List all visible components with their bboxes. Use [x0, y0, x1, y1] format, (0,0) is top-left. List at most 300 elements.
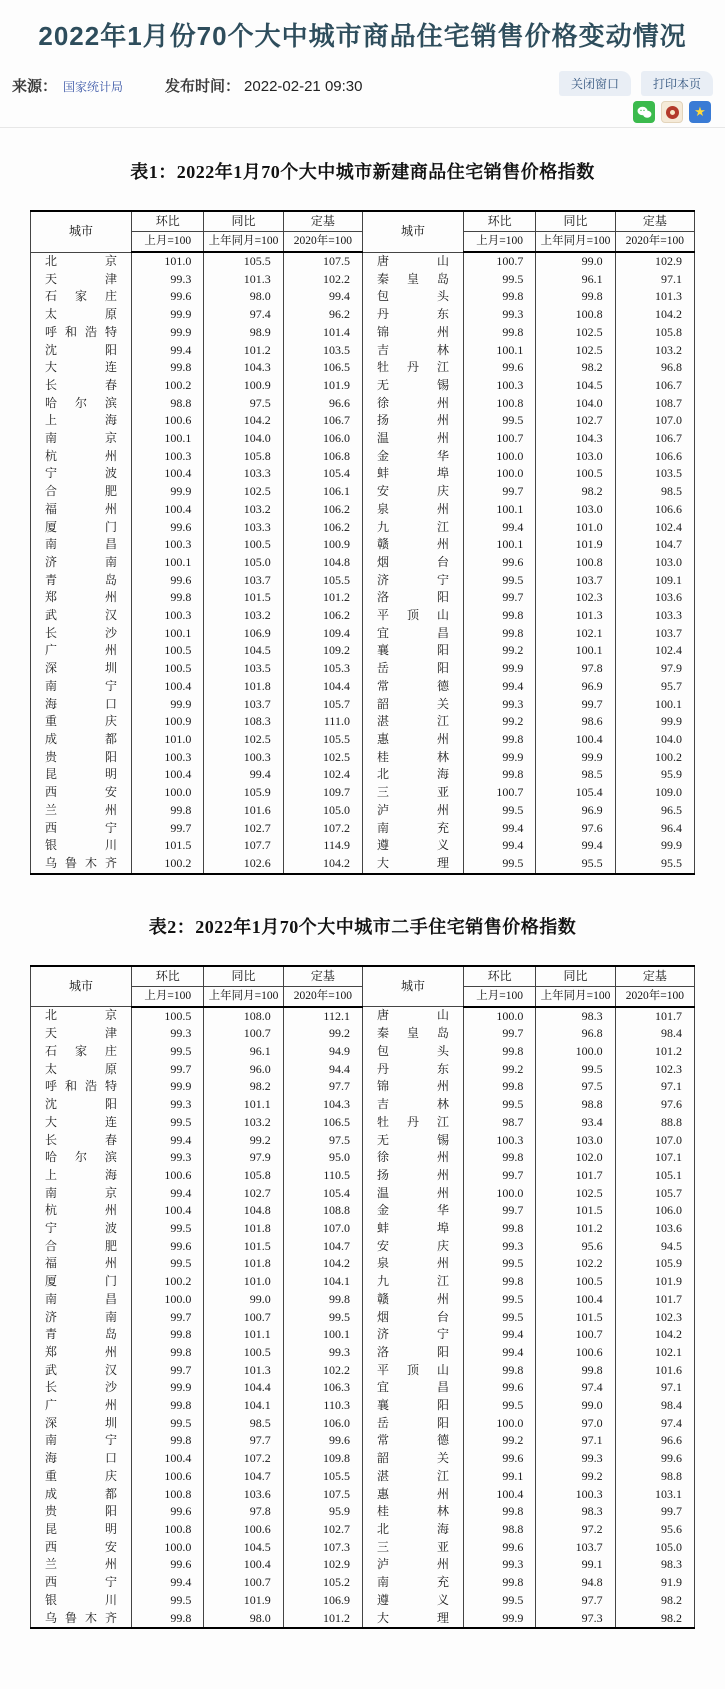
index-value-cell: 102.1: [615, 1344, 694, 1362]
table-row: [31, 430, 695, 448]
index-value-cell: 96.1: [536, 271, 615, 289]
index-value-cell: 104.3: [204, 359, 283, 377]
index-value-cell: 96.6: [615, 1432, 694, 1450]
index-value-cell: 103.0: [536, 501, 615, 519]
index-value-cell: 99.8: [463, 1362, 535, 1380]
table-row: [31, 1521, 695, 1539]
index-value-cell: 98.2: [536, 483, 615, 501]
table2-title: 表2：2022年1月70个大中城市二手住宅销售价格指数: [148, 916, 577, 937]
index-value-cell: 99.5: [463, 802, 535, 820]
index-value-cell: 102.9: [615, 252, 694, 271]
table-row: [31, 342, 695, 360]
city-cell: 锦州: [362, 324, 463, 342]
table-row: [31, 1078, 695, 1096]
city-cell: 重庆: [31, 713, 132, 731]
index-value-cell: 103.5: [204, 660, 283, 678]
table-row: [31, 1096, 695, 1114]
index-value-cell: 99.3: [132, 1096, 204, 1114]
index-value-cell: 105.8: [615, 324, 694, 342]
index-value-cell: 97.9: [615, 660, 694, 678]
city-cell: 岳阳: [362, 660, 463, 678]
index-value-cell: 101.1: [204, 1326, 283, 1344]
index-value-cell: 98.8: [463, 1521, 535, 1539]
index-value-cell: 100.3: [132, 607, 204, 625]
close-window-button[interactable]: 关闭窗口: [559, 71, 631, 96]
index-value-cell: 102.4: [283, 766, 362, 784]
index-value-cell: 104.3: [283, 1096, 362, 1114]
index-value-cell: 99.8: [536, 288, 615, 306]
city-cell: 深圳: [31, 1415, 132, 1433]
index-value-cell: 100.1: [615, 696, 694, 714]
index-value-cell: 103.2: [204, 1114, 283, 1132]
index-value-cell: 100.5: [132, 660, 204, 678]
index-value-cell: 105.9: [204, 784, 283, 802]
index-value-cell: 105.8: [204, 1167, 283, 1185]
index-value-cell: 98.0: [204, 1610, 283, 1629]
city-cell: 泸州: [362, 802, 463, 820]
index-value-cell: 105.7: [283, 696, 362, 714]
city-cell: 石家庄: [31, 288, 132, 306]
city-cell: 乌鲁木齐: [31, 855, 132, 874]
table-row: [31, 731, 695, 749]
index-value-cell: 97.6: [536, 820, 615, 838]
table-row: [31, 1344, 695, 1362]
index-value-cell: 97.4: [536, 1379, 615, 1397]
index-value-cell: 95.9: [615, 766, 694, 784]
index-value-cell: 96.8: [615, 359, 694, 377]
table-row: [31, 1043, 695, 1061]
table-row: [31, 1061, 695, 1079]
city-cell: 韶关: [362, 696, 463, 714]
meta-row: [10, 69, 715, 127]
index-value-cell: 102.7: [283, 1521, 362, 1539]
index-value-cell: 100.3: [204, 749, 283, 767]
city-cell: 青岛: [31, 572, 132, 590]
city-cell: 杭州: [31, 448, 132, 466]
city-cell: 福州: [31, 501, 132, 519]
table-row: [31, 642, 695, 660]
index-value-cell: 100.1: [132, 625, 204, 643]
index-value-cell: 99.5: [463, 271, 535, 289]
index-value-cell: 102.2: [536, 1255, 615, 1273]
table-row: [31, 501, 695, 519]
index-value-cell: 97.0: [536, 1415, 615, 1433]
city-cell: 烟台: [362, 554, 463, 572]
index-value-cell: 99.9: [463, 749, 535, 767]
column-subheader-yoy-base: 上年同月=100: [536, 986, 615, 1007]
index-value-cell: 105.5: [283, 1468, 362, 1486]
index-value-cell: 99.6: [132, 572, 204, 590]
city-cell: 惠州: [362, 731, 463, 749]
index-value-cell: 99.6: [463, 1539, 535, 1557]
index-value-cell: 107.3: [283, 1539, 362, 1557]
city-cell: 南京: [31, 430, 132, 448]
index-value-cell: 99.5: [536, 1061, 615, 1079]
share-icons: [633, 101, 713, 123]
city-cell: 西安: [31, 1539, 132, 1557]
table-row: [31, 1291, 695, 1309]
index-value-cell: 103.5: [615, 465, 694, 483]
table-row: [31, 1397, 695, 1415]
index-value-cell: 101.0: [132, 731, 204, 749]
city-cell: 包头: [362, 1043, 463, 1061]
index-value-cell: 100.8: [463, 395, 535, 413]
index-value-cell: 105.4: [536, 784, 615, 802]
column-subheader-mom-base: 上月=100: [132, 986, 204, 1007]
index-value-cell: 107.0: [615, 412, 694, 430]
table-row: [31, 1132, 695, 1150]
index-value-cell: 100.4: [132, 1450, 204, 1468]
index-value-cell: 100.3: [463, 1132, 535, 1150]
index-value-cell: 105.0: [615, 1539, 694, 1557]
index-value-cell: 88.8: [615, 1114, 694, 1132]
index-value-cell: 100.6: [132, 1468, 204, 1486]
index-value-cell: 104.1: [204, 1397, 283, 1415]
index-value-cell: 94.4: [283, 1061, 362, 1079]
city-cell: 济南: [31, 1309, 132, 1327]
city-cell: 徐州: [362, 1149, 463, 1167]
index-value-cell: 99.6: [463, 359, 535, 377]
index-value-cell: 110.5: [283, 1167, 362, 1185]
index-value-cell: 105.4: [283, 1185, 362, 1203]
index-value-cell: 100.4: [132, 678, 204, 696]
index-value-cell: 102.5: [536, 1185, 615, 1203]
index-value-cell: 99.2: [463, 1432, 535, 1450]
index-value-cell: 99.8: [132, 802, 204, 820]
table-row: [31, 855, 695, 874]
index-value-cell: 106.1: [283, 483, 362, 501]
city-cell: 南宁: [31, 678, 132, 696]
index-value-cell: 98.0: [204, 288, 283, 306]
index-value-cell: 99.7: [615, 1503, 694, 1521]
index-value-cell: 102.5: [536, 324, 615, 342]
city-cell: 金华: [362, 448, 463, 466]
index-value-cell: 99.8: [132, 589, 204, 607]
index-value-cell: 105.2: [283, 1574, 362, 1592]
index-value-cell: 97.7: [536, 1592, 615, 1610]
index-value-cell: 103.6: [615, 1220, 694, 1238]
index-value-cell: 97.1: [615, 1078, 694, 1096]
index-value-cell: 101.9: [536, 536, 615, 554]
city-cell: 襄阳: [362, 1397, 463, 1415]
index-value-cell: 99.6: [132, 1556, 204, 1574]
index-value-cell: 99.8: [463, 288, 535, 306]
index-value-cell: 101.2: [283, 1610, 362, 1629]
city-cell: 长春: [31, 377, 132, 395]
index-value-cell: 103.7: [615, 625, 694, 643]
city-cell: 长春: [31, 1132, 132, 1150]
index-value-cell: 99.9: [132, 696, 204, 714]
city-cell: 温州: [362, 430, 463, 448]
index-value-cell: 100.2: [132, 377, 204, 395]
index-value-cell: 104.5: [204, 642, 283, 660]
city-cell: 秦皇岛: [362, 271, 463, 289]
column-subheader-yoy-base: 上年同月=100: [536, 232, 615, 253]
column-header-base: 定基: [615, 211, 694, 232]
city-cell: 大理: [362, 855, 463, 874]
index-value-cell: 108.0: [204, 1007, 283, 1026]
city-cell: 长沙: [31, 1379, 132, 1397]
table-row: [31, 1556, 695, 1574]
index-value-cell: 104.7: [204, 1468, 283, 1486]
index-value-cell: 98.6: [536, 713, 615, 731]
index-value-cell: 95.9: [283, 1503, 362, 1521]
index-value-cell: 106.9: [283, 1592, 362, 1610]
index-value-cell: 99.0: [204, 1291, 283, 1309]
index-value-cell: 100.6: [204, 1521, 283, 1539]
index-value-cell: 102.5: [283, 749, 362, 767]
city-cell: 宜昌: [362, 625, 463, 643]
meta-left: [12, 71, 362, 96]
city-cell: 合肥: [31, 483, 132, 501]
table-row: [31, 483, 695, 501]
city-cell: 秦皇岛: [362, 1025, 463, 1043]
index-value-cell: 100.8: [536, 554, 615, 572]
city-cell: 济宁: [362, 1326, 463, 1344]
city-cell: 湛江: [362, 1468, 463, 1486]
index-value-cell: 112.1: [283, 1007, 362, 1026]
city-cell: 牡丹江: [362, 359, 463, 377]
index-value-cell: 114.9: [283, 837, 362, 855]
index-value-cell: 103.7: [536, 572, 615, 590]
index-value-cell: 102.3: [536, 589, 615, 607]
city-cell: 南充: [362, 1574, 463, 1592]
city-cell: 海口: [31, 696, 132, 714]
index-value-cell: 111.0: [283, 713, 362, 731]
city-cell: 青岛: [31, 1326, 132, 1344]
column-subheader-fixed-base: 2020年=100: [615, 986, 694, 1007]
column-header-mom: 环比: [463, 966, 535, 987]
city-cell: 长沙: [31, 625, 132, 643]
index-value-cell: 100.1: [463, 536, 535, 554]
city-cell: 福州: [31, 1255, 132, 1273]
index-value-cell: 100.1: [536, 642, 615, 660]
index-value-cell: 99.5: [283, 1309, 362, 1327]
table-row: [31, 749, 695, 767]
index-value-cell: 99.4: [132, 1574, 204, 1592]
city-cell: 平顶山: [362, 607, 463, 625]
index-value-cell: 106.2: [283, 501, 362, 519]
table-row: [31, 766, 695, 784]
index-value-cell: 104.0: [536, 395, 615, 413]
city-cell: 南充: [362, 820, 463, 838]
city-cell: 银川: [31, 1592, 132, 1610]
index-value-cell: 99.9: [463, 660, 535, 678]
index-value-cell: 105.3: [283, 660, 362, 678]
index-value-cell: 101.1: [204, 1096, 283, 1114]
table1-body: [31, 252, 695, 874]
index-value-cell: 105.7: [615, 1185, 694, 1203]
index-value-cell: 101.2: [204, 342, 283, 360]
index-value-cell: 99.7: [536, 696, 615, 714]
index-value-cell: 99.4: [463, 820, 535, 838]
city-cell: 桂林: [362, 1503, 463, 1521]
index-value-cell: 99.8: [132, 1432, 204, 1450]
index-value-cell: 100.4: [204, 1556, 283, 1574]
index-value-cell: 100.4: [132, 766, 204, 784]
table-row: [31, 1450, 695, 1468]
city-cell: 广州: [31, 642, 132, 660]
index-value-cell: 95.6: [615, 1521, 694, 1539]
table-row: [31, 1610, 695, 1629]
table-row: [31, 1007, 695, 1026]
city-cell: 丹东: [362, 1061, 463, 1079]
index-value-cell: 100.0: [132, 1291, 204, 1309]
index-value-cell: 100.8: [536, 306, 615, 324]
page-header: [0, 0, 725, 128]
index-value-cell: 98.5: [204, 1415, 283, 1433]
index-value-cell: 95.5: [536, 855, 615, 874]
index-value-cell: 99.6: [132, 1503, 204, 1521]
index-value-cell: 106.6: [615, 448, 694, 466]
city-cell: 西宁: [31, 820, 132, 838]
index-value-cell: 106.8: [283, 448, 362, 466]
index-value-cell: 100.6: [132, 412, 204, 430]
city-cell: 宜昌: [362, 1379, 463, 1397]
index-value-cell: 99.5: [463, 412, 535, 430]
city-cell: 杭州: [31, 1202, 132, 1220]
index-value-cell: 104.2: [615, 306, 694, 324]
index-value-cell: 108.8: [283, 1202, 362, 1220]
index-value-cell: 102.2: [283, 271, 362, 289]
index-value-cell: 99.0: [536, 252, 615, 271]
index-value-cell: 105.5: [204, 252, 283, 271]
index-value-cell: 99.2: [463, 713, 535, 731]
index-value-cell: 103.3: [204, 519, 283, 537]
index-value-cell: 99.4: [463, 678, 535, 696]
index-value-cell: 99.5: [132, 1220, 204, 1238]
index-value-cell: 100.8: [132, 1521, 204, 1539]
index-value-cell: 99.2: [463, 642, 535, 660]
wechat-share-icon[interactable]: [633, 101, 655, 123]
column-header-city: 城市: [362, 966, 463, 1007]
index-value-cell: 99.6: [463, 1379, 535, 1397]
city-cell: 深圳: [31, 660, 132, 678]
source-link[interactable]: 国家统计局: [63, 80, 124, 94]
index-value-cell: 99.5: [463, 1291, 535, 1309]
column-subheader-fixed-base: 2020年=100: [283, 232, 362, 253]
index-value-cell: 101.7: [536, 1167, 615, 1185]
qzone-share-icon[interactable]: ★: [689, 101, 711, 123]
index-value-cell: 96.4: [615, 820, 694, 838]
table-row: [31, 395, 695, 413]
table-row: [31, 572, 695, 590]
index-value-cell: 99.0: [536, 1397, 615, 1415]
city-cell: 兰州: [31, 1556, 132, 1574]
index-value-cell: 94.5: [615, 1238, 694, 1256]
index-value-cell: 99.3: [132, 271, 204, 289]
print-page-button[interactable]: 打印本页: [641, 71, 713, 96]
weibo-share-icon[interactable]: [661, 101, 683, 123]
index-value-cell: 97.1: [615, 271, 694, 289]
index-value-cell: 101.5: [536, 1309, 615, 1327]
index-value-cell: 99.9: [132, 306, 204, 324]
city-cell: 襄阳: [362, 642, 463, 660]
table-row: [31, 1379, 695, 1397]
index-value-cell: 101.9: [204, 1592, 283, 1610]
city-cell: 昆明: [31, 1521, 132, 1539]
table-row: [31, 448, 695, 466]
city-cell: 扬州: [362, 412, 463, 430]
index-value-cell: 100.3: [536, 1486, 615, 1504]
index-value-cell: 100.0: [132, 1539, 204, 1557]
index-value-cell: 100.4: [132, 465, 204, 483]
table-row: [31, 802, 695, 820]
table2-body: [31, 1007, 695, 1629]
index-value-cell: 102.4: [615, 642, 694, 660]
index-value-cell: 99.5: [463, 1309, 535, 1327]
city-cell: 岳阳: [362, 1415, 463, 1433]
table-row: [31, 1167, 695, 1185]
index-value-cell: 101.3: [204, 1362, 283, 1380]
table-row: [31, 252, 695, 271]
index-value-cell: 99.8: [463, 1574, 535, 1592]
index-value-cell: 97.1: [536, 1432, 615, 1450]
index-value-cell: 96.6: [283, 395, 362, 413]
index-value-cell: 103.7: [204, 696, 283, 714]
index-value-cell: 101.2: [283, 589, 362, 607]
table-row: [31, 1185, 695, 1203]
city-cell: 蚌埠: [362, 465, 463, 483]
table-row: [31, 1114, 695, 1132]
city-cell: 遵义: [362, 837, 463, 855]
index-value-cell: 96.1: [204, 1043, 283, 1061]
table-row: [31, 1468, 695, 1486]
index-value-cell: 98.9: [204, 324, 283, 342]
table-row: [31, 1539, 695, 1557]
index-value-cell: 107.2: [283, 820, 362, 838]
index-value-cell: 104.0: [204, 430, 283, 448]
city-cell: 常德: [362, 678, 463, 696]
city-cell: 郑州: [31, 1344, 132, 1362]
city-cell: 锦州: [362, 1078, 463, 1096]
meta-right: [559, 71, 713, 123]
index-value-cell: 104.3: [536, 430, 615, 448]
index-value-cell: 99.9: [615, 837, 694, 855]
index-value-cell: 100.6: [132, 1167, 204, 1185]
index-value-cell: 102.0: [536, 1149, 615, 1167]
index-value-cell: 104.2: [283, 1255, 362, 1273]
index-value-cell: 100.0: [463, 448, 535, 466]
index-value-cell: 109.7: [283, 784, 362, 802]
index-value-cell: 99.7: [463, 483, 535, 501]
index-value-cell: 104.2: [615, 1326, 694, 1344]
index-value-cell: 97.9: [204, 1149, 283, 1167]
table-row: [31, 1326, 695, 1344]
index-value-cell: 103.7: [536, 1539, 615, 1557]
city-cell: 贵阳: [31, 749, 132, 767]
index-value-cell: 99.5: [132, 1592, 204, 1610]
table-row: [31, 1362, 695, 1380]
index-value-cell: 108.7: [615, 395, 694, 413]
table-row: [31, 625, 695, 643]
index-value-cell: 100.9: [132, 713, 204, 731]
index-value-cell: 103.0: [536, 448, 615, 466]
city-cell: 西安: [31, 784, 132, 802]
index-value-cell: 109.2: [283, 642, 362, 660]
index-value-cell: 98.2: [536, 359, 615, 377]
city-cell: 惠州: [362, 1486, 463, 1504]
index-value-cell: 102.7: [204, 1185, 283, 1203]
city-cell: 银川: [31, 837, 132, 855]
index-value-cell: 99.8: [463, 731, 535, 749]
index-value-cell: 106.9: [204, 625, 283, 643]
index-value-cell: 100.7: [204, 1309, 283, 1327]
index-value-cell: 97.7: [283, 1078, 362, 1096]
index-value-cell: 99.7: [132, 1061, 204, 1079]
index-value-cell: 109.1: [615, 572, 694, 590]
index-value-cell: 100.0: [463, 1007, 535, 1026]
